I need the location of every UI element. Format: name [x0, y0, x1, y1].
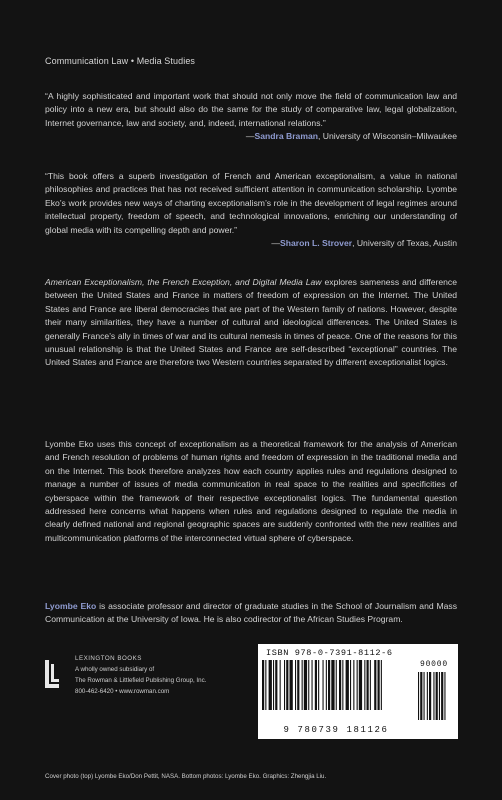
barcode-bar [370, 660, 371, 710]
barcode-bar [304, 660, 307, 710]
barcode-bar [378, 660, 380, 710]
barcode-bar [280, 660, 281, 710]
barcode-bar [331, 660, 334, 710]
barcode-bar [374, 660, 376, 710]
barcode-bar [353, 660, 354, 710]
barcode-bar [350, 660, 351, 710]
barcode-addon-bar [420, 672, 422, 720]
endorser-name: Sharon L. Strover [279, 238, 353, 249]
book-title: American Exceptionalism, the French Exception, and Digital Media Law [45, 277, 322, 287]
quote-text: “A highly sophisticated and important work that should not only move the field of communication law and policy into a new era, but should also do the same for the study of comparative law, legal globalization, Internet governance, law and society, and, indeed, international relations.” [45, 91, 457, 128]
barcode-bar [284, 660, 285, 710]
barcode-bar [336, 660, 337, 710]
paragraph-text: explores sameness and difference between the United States and France in matters of freedom of expression on the Internet. The United States and France are liberal democracies that are part of the Western family of nations. However, despite their many similarities, they have a number of cultural and ideological differences. The United States is generally France’s ally in times of war and its cultural nemesis in times of peace. One of the reasons for this unusual relationship is that the United States and France are self-described “exceptional” countries. The United States and France are therefore two Western countries separated by different exceptionalist logics. [45, 277, 457, 368]
barcode-bar [323, 660, 324, 710]
barcode-addon-bar [436, 672, 438, 720]
publisher-line-2: The Rowman & Littlefield Publishing Group, Inc. [75, 677, 207, 684]
barcode-bar [275, 660, 277, 710]
barcode-addon-bar [418, 672, 419, 720]
barcode-bar [297, 660, 299, 710]
isbn-label: ISBN 978-0-7391-8112-6 [266, 648, 393, 658]
barcode-bar [342, 660, 343, 710]
barcode-bar [265, 660, 266, 710]
publisher-line-3: 800-462-6420 • www.rowman.com [75, 688, 170, 695]
publisher-logo-icon [45, 660, 59, 688]
description-paragraph-1 [45, 276, 457, 370]
barcode-bars [262, 660, 454, 722]
endorser-affiliation: , University of Wisconsin–Milwaukee [318, 131, 457, 142]
barcode-bar [286, 660, 288, 710]
category-line: Communication Law • Media Studies [45, 56, 196, 66]
endorsement-quote-2 [45, 170, 457, 250]
author-name: Lyombe Eko [45, 601, 97, 611]
publisher-name: LEXINGTON BOOKS [75, 655, 142, 662]
barcode-digits: 9 780739 181126 [283, 725, 389, 735]
barcode-bar [295, 660, 296, 710]
endorsement-quote-1 [45, 90, 457, 144]
barcode-addon-bar [444, 672, 445, 720]
barcode-bar [302, 660, 303, 710]
author-bio-text: is associate professor and director of graduate studies in the School of Journalism and Mass Communication at the University of Iowa. He is also codirector of the African Studies Program. [45, 601, 457, 625]
quote-attribution [45, 237, 457, 250]
barcode-bar [326, 660, 327, 710]
barcode-bar [381, 660, 382, 710]
barcode-bar [290, 660, 293, 710]
endorser-affiliation: , University of Texas, Austin [352, 238, 457, 249]
barcode-addon-bar [427, 672, 428, 720]
barcode-bar [339, 660, 341, 710]
barcode-bar [312, 660, 313, 710]
barcode-addon-bar [429, 672, 431, 720]
publisher-line-1: A wholly owned subsidiary of [75, 666, 155, 673]
barcode-bar [364, 660, 365, 710]
attribution-dash: — [245, 131, 255, 142]
author-bio [45, 600, 457, 627]
barcode-bar [357, 660, 358, 710]
barcode-addon-bar [441, 672, 443, 720]
barcode-bar [328, 660, 330, 710]
attribution-dash: — [271, 238, 280, 249]
barcode-addon-bar [424, 672, 425, 720]
barcode [258, 644, 458, 739]
barcode-bar [367, 660, 369, 710]
barcode-addon-bar [433, 672, 434, 720]
barcode-bar [269, 660, 272, 710]
barcode-bar [318, 660, 319, 710]
barcode-bar [359, 660, 362, 710]
description-paragraph-2: Lyombe Eko uses this concept of exceptionalism as a theoretical framework for the analysis of American and French resolution of problems of human rights and freedom of expression in the traditional media and on the Internet. This book therefore analyzes how each country applies rules and regulations designed to manage a number of issues of media communication in real space to the realities and specificities of cyberspace within the framework of their respective exceptionalist logics. The fundamental question addressed here concerns what happens when rules and regulations designed to regulate the media in clearly defined national and regional geographic spaces are suddenly confronted with the new realities and multicommunication platforms of the interconnected virtual sphere of cyberspace. [45, 439, 457, 543]
photo-credits: Cover photo (top) Lyombe Eko/Don Pettit, NASA. Bottom photos: Lyombe Eko. Graphics: Zhengjia Liu. [45, 773, 327, 780]
barcode-bar [273, 660, 274, 710]
barcode-addon-bar [439, 672, 440, 720]
barcode-bar [346, 660, 349, 710]
barcode-bar [262, 660, 264, 710]
quote-attribution [45, 130, 457, 143]
endorser-name: Sandra Braman [254, 131, 319, 142]
barcode-bar [315, 660, 317, 710]
barcode-bar [308, 660, 309, 710]
publisher-block [45, 648, 255, 734]
publisher-info [75, 653, 206, 697]
quote-text: “This book offers a superb investigation of French and American exceptionalism, a value in national philosophies and practices that has not received sufficient attention in communication scholarship. Lyombe Eko’s work provides new ways of charting exceptionalism’s role in the development of legal regimes around intellectual property, freedom of speech, and technological innovations, enriching our understanding of global media with its compelling depth and power.” [45, 171, 457, 235]
barcode-addon-digits: 90000 [419, 660, 448, 669]
